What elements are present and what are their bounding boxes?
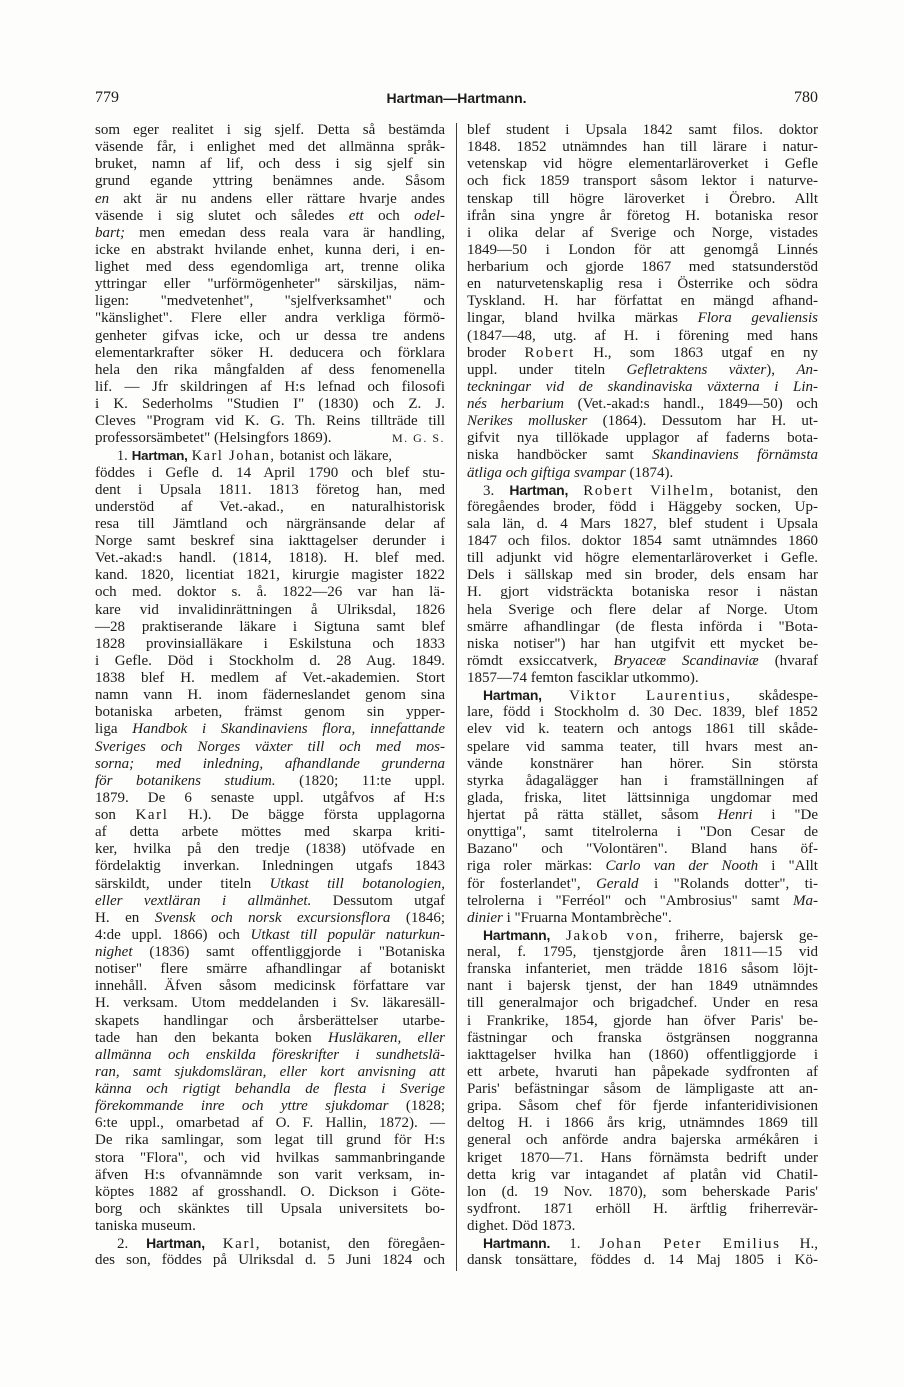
text-run <box>542 688 569 704</box>
text-line: (1847—48, utg. af H. i förening med hans <box>467 327 818 344</box>
text-run: (1836) samt offentliggjorde i "Botaniska <box>132 944 445 960</box>
text-line: vetenskap vid högre elementarläroverket i Gefle <box>467 156 818 173</box>
text-line <box>95 447 445 464</box>
running-title: Hartman—Hartmann. <box>386 90 527 106</box>
text-line: franska infanteriet, men trädde 1816 såsom löjt- <box>467 961 818 978</box>
text-run: H. en <box>95 909 155 926</box>
text-line: lif. — Jfr skildringen af H:s lefnad och filosofi <box>95 378 445 395</box>
text-line: taniska museum. <box>95 1218 196 1234</box>
italic-text: känna och rigtigt behandla de flesta i Sverige <box>95 1081 445 1097</box>
italic-text: Gerald <box>596 875 639 892</box>
text-run: (hvaraf <box>758 652 818 669</box>
text-run: botanist och läkare, <box>275 448 392 465</box>
text-line: grund egande yttring benämnes ande. Såsom <box>95 173 445 190</box>
italic-text: bart; <box>95 224 125 241</box>
spaced-name: Karl Johan, <box>191 448 276 465</box>
text-line: spelare vid samma teater, till hvars mest an- <box>467 738 818 755</box>
text-line <box>467 807 818 824</box>
italic-text: Skandinaviens förnämsta <box>652 447 818 464</box>
italic-text: nés herbarium <box>467 396 564 412</box>
text-line: Vet.-akad:s handl. (1814, 1818). H. blef med. <box>95 550 445 567</box>
text-run: H.). De bägge första upplagorna <box>168 807 446 823</box>
text-line <box>95 773 445 790</box>
text-line: glada, friska, litet lättsinniga ungdomar med <box>467 789 818 806</box>
italic-text: Utkast till populär naturkun- <box>250 926 445 943</box>
text-line: H. verksam. Utom meddelanden i Sv. läkaresäll- <box>95 995 445 1012</box>
text-line: ligen: "medvetenhet", "sjelfverksamhet" och <box>95 293 445 310</box>
text-run: väsende i sig slutet och således <box>95 207 349 224</box>
text-run: lingar, bland hvilka märkas <box>467 310 698 327</box>
text-line <box>467 379 818 396</box>
text-line <box>467 447 818 464</box>
text-line: 1838 blef H. medlem af Vet.-akademien. Stort <box>95 670 445 686</box>
text-line: Tyskland. H. har författat en mängd afhand- <box>467 293 818 310</box>
headword: Hartmann, <box>483 926 551 943</box>
italic-text: ett <box>348 207 364 224</box>
italic-text: Flora gevaliensis <box>697 310 818 327</box>
text-line: fästningar och franska östgränsen noggranna <box>467 1029 818 1046</box>
italic-text: förekommande inre och yttre sjukdomar <box>95 1098 389 1115</box>
text-line: sala län, d. 4 Mars 1827, blef student i Upsala <box>467 515 818 532</box>
text-run: (1828; <box>388 1098 445 1115</box>
author-signature: M. G. S. <box>391 431 445 446</box>
text-run: i "De <box>752 807 818 823</box>
text-line <box>467 345 818 362</box>
text-line: och med. doktor s. å. 1822—26 var han lä- <box>95 584 445 601</box>
text-line: lighet med dess egendomliga art, trenne olika <box>95 259 445 275</box>
text-run: tade han den bekanta boken <box>95 1029 329 1046</box>
text-line <box>95 208 445 225</box>
text-line: nant i bajersk tjenst, der han 1849 utnämndes <box>467 978 818 995</box>
text-line <box>95 876 445 893</box>
text-line <box>95 739 445 756</box>
text-line: ker, hvilka på den tredje (1838) utöfvade en <box>95 841 445 858</box>
text-line: och fick 1859 transport såsom lektor i naturve- <box>467 173 818 190</box>
italic-text: allmänna och enskilda föreskrifter i sundhetslä- <box>95 1046 445 1063</box>
text-line: som eger realitet i sig sjelf. Detta så bestämda <box>95 122 445 138</box>
column-divider <box>456 123 457 1271</box>
text-run: uppl. under titeln <box>467 361 627 378</box>
text-line: onyttiga", samt titelrolerna i "Don Cesar de <box>467 824 818 841</box>
text-line: i olika delar af Sverige och Norge, vistades <box>467 224 818 241</box>
text-run: H., <box>780 1236 819 1253</box>
text-line <box>95 927 445 944</box>
text-run: 2. <box>117 1236 147 1253</box>
text-run: botanist, den föregåen- <box>261 1236 446 1253</box>
italic-text: An- <box>796 361 818 378</box>
text-line <box>95 1081 445 1098</box>
spaced-name: Robert Vilhelm, <box>583 482 715 499</box>
text-line: Norge samt beskref sina iakttagelser derunder i <box>95 533 445 549</box>
italic-text: Ma- <box>793 892 818 909</box>
text-run: (1820; 11:te uppl. <box>275 772 445 789</box>
right-column <box>467 122 818 1269</box>
text-run: liga <box>95 721 133 738</box>
page-number-left: 779 <box>95 89 119 106</box>
text-run <box>205 1236 223 1252</box>
italic-text: Carlo van der Nooth <box>605 858 759 875</box>
italic-text: Handbok i Skandinaviens flora, innefattande <box>132 721 445 738</box>
text-run: (1846; <box>390 909 445 926</box>
text-line: kare vid invalidinrättningen å Ulriksdal, 1826 <box>95 601 445 618</box>
text-run <box>550 928 566 944</box>
text-run: i "Allt <box>758 858 818 875</box>
text-line: föregåendes broder, född i Häggeby socken, Up- <box>467 498 818 515</box>
text-line: Dels i sällskap med sin broder, dels ensam har <box>467 567 818 584</box>
text-run: friherre, bajersk ge- <box>659 927 819 944</box>
italic-text: dinier <box>467 909 503 926</box>
text-line <box>95 1235 445 1252</box>
text-run: ), <box>766 361 797 378</box>
text-run: 3. <box>483 482 510 499</box>
text-line: dansk tonsättare, föddes d. 14 Maj 1805 i Kö- <box>467 1252 818 1269</box>
text-line: gripa. Såsom chef för fjerde infanteridivisionen <box>467 1098 818 1115</box>
italic-text: ätliga och giftiga svampar <box>467 464 626 481</box>
text-run: hjertat på rätta stället, såsom <box>467 807 718 823</box>
text-line <box>467 858 818 875</box>
text-run: niska handböcker samt <box>467 447 653 464</box>
italic-text: för botanikens studium. <box>95 772 276 789</box>
text-line: ett arbete, hvaruti han påpekade sydfronten af <box>467 1063 818 1080</box>
italic-text: eller vextläran i allmänhet. <box>95 892 312 909</box>
text-line <box>95 893 445 910</box>
text-line: iakttagelser hvilka han (1860) offentliggjorde i <box>467 1046 818 1063</box>
text-line <box>95 721 445 738</box>
italic-text: odel- <box>414 207 445 224</box>
text-line <box>95 430 445 447</box>
text-line: 1847 och filos. doktor 1854 samt utnämndes 1860 <box>467 533 818 549</box>
text-line: i Gefle. Död i Stockholm d. 28 Aug. 1849. <box>95 652 445 669</box>
text-run: 4:de uppl. 1866) och <box>95 926 251 943</box>
text-line <box>467 653 818 670</box>
text-line: innehåll. Äfven såsom medicinsk författare var <box>95 978 445 995</box>
text-line: herbarium och gjorde 1867 med statsunderstöd <box>467 259 818 275</box>
text-line <box>95 807 445 824</box>
text-line: De rika samlingar, som legat till grund för H:s <box>95 1132 445 1149</box>
text-line: ifrån sina yngre år företog H. botaniska resor <box>467 207 818 224</box>
text-line: notiser" flere smärre afhandlingar af botaniskt <box>95 961 445 978</box>
text-run: Dessutom utgaf <box>311 892 445 909</box>
page-header <box>95 89 818 111</box>
text-line <box>467 413 818 430</box>
text-line: köptes 1882 af grosshandl. O. Dickson i Göte- <box>95 1183 445 1200</box>
headword: Hartman, <box>146 1235 205 1252</box>
text-line: 1828 provinsialläkare i Eskilstuna och 1833 <box>95 635 445 652</box>
text-line <box>467 362 818 379</box>
text-line: föddes i Gefle d. 14 April 1790 och blef stu- <box>95 464 445 481</box>
italic-text: Bryaceæ Scandinaviæ <box>613 652 759 669</box>
text-line: neral, f. 1795, tjenstgjorde åren 1811—15 vid <box>467 944 818 960</box>
text-run: professorsämbetet" (Helsingfors 1869). <box>95 430 332 447</box>
text-run: i "Rolands dotter", ti- <box>638 875 818 892</box>
italic-text: sorna; med inledning, afhandlande grunderna <box>95 755 445 772</box>
spaced-name: Jakob von, <box>566 927 660 944</box>
text-run: römdt exsiccatverk, <box>467 652 614 669</box>
text-run: botanist, den <box>714 482 818 499</box>
text-line: botaniska arbeten, främst genom sin ypper- <box>95 704 445 721</box>
text-line: hela Sverige och flere delar af Norge. Utom <box>467 601 818 618</box>
text-line: vände konstnärer han hörer. Sin största <box>467 755 818 772</box>
text-line <box>467 310 818 327</box>
text-run: riga roler märkas: <box>467 858 606 875</box>
text-line: i Frankrike, 1854, gjorde han öfver Paris' be- <box>467 1012 818 1029</box>
spaced-name: Robert <box>524 344 575 361</box>
text-line: dighet. Död 1873. <box>467 1218 576 1234</box>
text-line: genheter gifvas icke, och ur dessa tre andens <box>95 327 445 344</box>
text-run: (Vet.-akad:s handl., 1849—50) och <box>563 396 818 412</box>
text-line <box>95 225 445 242</box>
text-run: för fosterlandet", <box>467 875 597 892</box>
text-line: resa till Jämtland och närgränsande delar af <box>95 515 445 532</box>
text-line: gifvit nya tillökade upplagor af faderns bota- <box>467 430 818 447</box>
italic-text: Svensk och norsk excursionsflora <box>154 909 391 926</box>
text-line: Bazano" och "Volontären". Bland hans öf- <box>467 841 818 858</box>
text-run: särskildt, under titeln <box>95 875 270 892</box>
text-run: och <box>363 207 415 224</box>
italic-text: Gefletraktens växter <box>626 361 767 378</box>
text-line <box>95 1047 445 1064</box>
text-line: borg och skänktes till Upsala universitets bo- <box>95 1200 445 1217</box>
spaced-name: Karl, <box>222 1236 262 1253</box>
text-line: lon (d. 19 Nov. 1870), som beherskade Paris' <box>467 1183 818 1200</box>
text-line: yttringar eller "urförmögenheter" särskiljas, näm- <box>95 276 445 293</box>
text-line <box>467 893 818 910</box>
text-line: äfven H:s ofvannämnde son varit verksam, in- <box>95 1166 445 1183</box>
page-number-right: 780 <box>794 89 818 106</box>
italic-text: Sveriges och Norges växter till och med mos- <box>95 738 445 755</box>
text-run: telrolerna i "Ferréol" och "Ambrosius" samt <box>467 892 793 909</box>
text-line <box>95 944 445 961</box>
text-line: 1849—50 i London för att genomgå Linnés <box>467 241 818 258</box>
text-line: 1848. 1852 utnämndes han till lärare i natur- <box>467 139 818 156</box>
text-run: son <box>95 807 136 823</box>
text-line: niska notiser") har han utgifvit ett mycket be- <box>467 635 818 652</box>
text-line <box>95 1030 445 1047</box>
text-line <box>467 876 818 893</box>
headword: Hartman, <box>131 448 188 464</box>
text-line: kriget 1870—71. Hans förnämsta bedrift under <box>467 1149 818 1166</box>
text-line: i K. Sederholms "Studien I" (1830) och Z. J. <box>95 396 445 412</box>
text-line: "känslighet". Flere eller andra verkliga förmö- <box>95 310 445 327</box>
italic-text: Husläkaren, eller <box>328 1029 445 1046</box>
text-line <box>467 910 818 927</box>
italic-text: ran, samt sjukdomsläran, eller kort anvisning att <box>95 1063 445 1080</box>
text-run: i "Fruarna Montambrèche". <box>502 909 672 926</box>
text-line: elev vid k. teatern och antogs 1861 till skåde- <box>467 721 818 738</box>
text-line: detta krig var intagandet af platån vid Chatil- <box>467 1166 818 1183</box>
text-line <box>95 910 445 927</box>
text-run: (1874). <box>625 464 674 481</box>
text-line <box>95 191 445 208</box>
text-run: skådespe- <box>731 688 818 705</box>
text-line: dent i Upsala 1811. 1813 företog han, med <box>95 481 445 498</box>
italic-text: nighet <box>95 944 133 960</box>
text-line: bruket, namn af lif, och dess i sig sjelf sin <box>95 156 445 173</box>
spaced-name: Viktor Laurentius, <box>569 688 732 705</box>
text-line: sydfront. 1871 erhöll H. ärftlig friherrevär- <box>467 1200 818 1217</box>
text-line: namn vann H. inom fäderneslandet genom sina <box>95 687 445 704</box>
headword: Hartman, <box>483 687 542 704</box>
text-line: till adjunkt vid högre elementarläroverket i Gefle. <box>467 550 818 567</box>
text-line: till generalmajor och brigadchef. Under en resa <box>467 995 818 1012</box>
text-line: Paris' befästningar såsom de lämpligaste att an- <box>467 1081 818 1097</box>
text-line: 1857—74 femton fasciklar utkommo). <box>467 670 699 686</box>
italic-text: Henri <box>717 807 753 823</box>
spaced-name: Johan Peter Emilius <box>599 1236 781 1253</box>
text-line: icke en abstrakt hvilande enhet, kunna deri, i en- <box>95 241 445 258</box>
italic-text: en <box>95 190 110 207</box>
text-line: general och anförde andra bajerska armékåren i <box>467 1132 818 1149</box>
text-line: 1879. De 6 senaste uppl. utgåfvos af H:s <box>95 789 445 806</box>
text-line: blef student i Upsala 1842 samt filos. doktor <box>467 122 818 138</box>
headword: Hartmann. <box>483 1235 551 1252</box>
text-line: des son, föddes på Ulriksdal d. 5 Juni 1824 och <box>95 1252 445 1269</box>
text-line <box>467 927 818 944</box>
text-line: kand. 1820, licentiat 1821, kirurgie magister 1822 <box>95 567 445 584</box>
text-line <box>467 687 818 704</box>
italic-text: Nerikes mollusker <box>467 413 588 430</box>
headword: Hartman, <box>509 481 569 498</box>
text-line <box>95 756 445 773</box>
text-line: Cleves "Program vid K. G. Th. Reins tillträde till <box>95 413 445 430</box>
text-line <box>467 396 818 413</box>
italic-text: teckningar vid de skandinaviska växterna i Lin- <box>467 378 818 395</box>
text-line: smärre afhandlingar (de flesta införda i "Bota- <box>467 618 818 635</box>
text-line: H. gjort vidsträckta botaniska resor i nästan <box>467 584 818 601</box>
italic-text: Utkast till botanologien, <box>269 875 445 892</box>
text-line <box>467 465 818 482</box>
text-run: broder <box>467 344 525 361</box>
text-run: 1. <box>117 448 132 465</box>
text-run: men emedan dess reala vara är handling, <box>125 224 445 241</box>
text-line: deltog H. i 1866 års krig, utnämndes 1869 till <box>467 1115 818 1132</box>
text-line: fördelaktig inverkan. Inledningen utgafs 1843 <box>95 858 445 875</box>
text-line: lare, född i Stockholm d. 30 Dec. 1839, blef 1852 <box>467 704 818 721</box>
text-line: en naturvetenskaplig resa i Österrike och södra <box>467 276 818 293</box>
text-line: —28 praktiserande läkare i Sigtuna samt blef <box>95 618 445 635</box>
text-line: stora "Flora", och vid hvilkas sammanbringande <box>95 1149 445 1166</box>
text-line <box>95 1064 445 1081</box>
text-run <box>568 483 583 499</box>
text-run: (1864). Dessutom har H. ut- <box>587 413 818 430</box>
text-run: akt är nu andens eller rättare hvarje andes <box>109 190 445 207</box>
spaced-name: Karl <box>135 807 169 823</box>
left-column <box>95 122 445 1269</box>
text-line: väsende får, i enlighet med det allmänna språk- <box>95 139 445 156</box>
text-line: skapets handlingar och årsberättelser utarbe- <box>95 1012 445 1029</box>
text-line: tenskap till högre läroverket i Örebro. Allt <box>467 190 818 207</box>
text-line <box>467 482 818 499</box>
text-line: 6:te uppl., omarbetad af O. F. Hallin, 1872). — <box>95 1115 445 1132</box>
text-line: hela den rika mångfalden af dess fenomenella <box>95 361 445 378</box>
text-line <box>467 1235 818 1252</box>
text-line: styrka ådagalägger han i framställningen af <box>467 772 818 789</box>
text-run: H., som 1863 utgaf en ny <box>574 344 818 361</box>
text-line: understöd af Vet.-akad., en naturalhistorisk <box>95 498 445 515</box>
text-run: 1. <box>550 1236 600 1253</box>
text-line: af detta arbete möttes med skarpa kriti- <box>95 824 445 841</box>
text-line: elementarkrafter söker H. deducera och förklara <box>95 344 445 361</box>
text-line <box>95 1098 445 1115</box>
